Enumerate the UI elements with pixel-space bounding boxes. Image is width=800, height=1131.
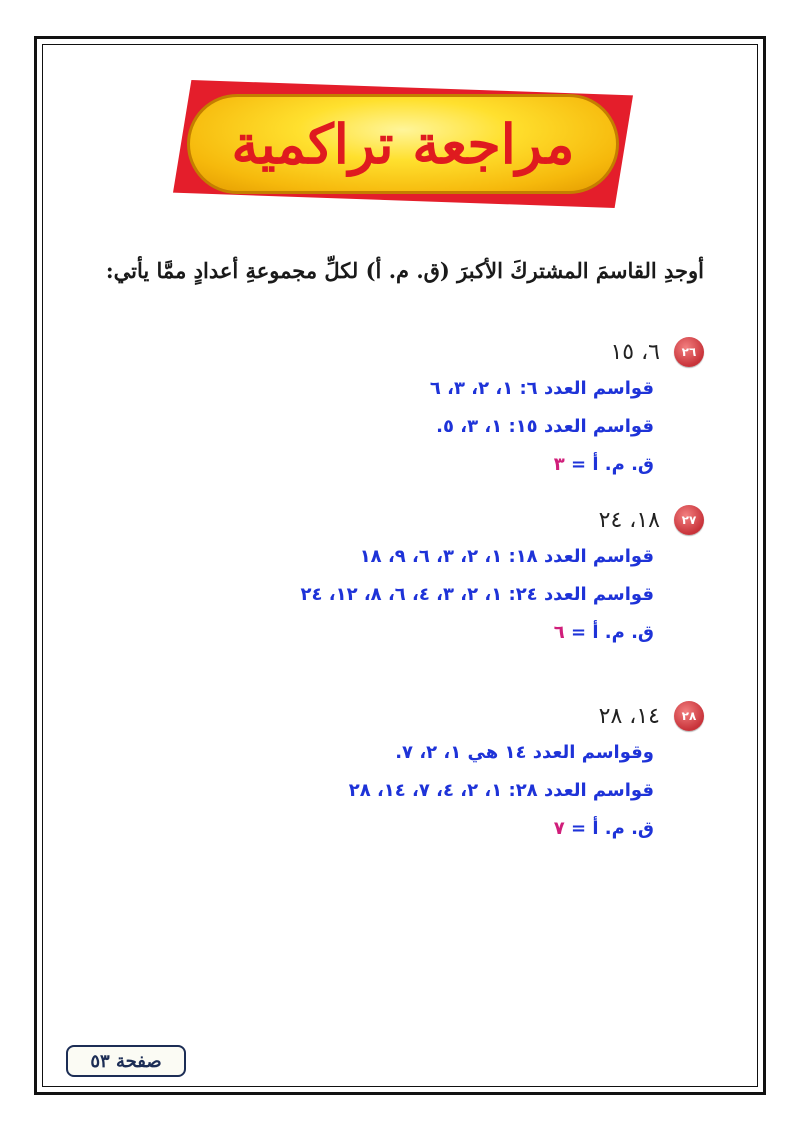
gcf-label: ق. م. أ =	[570, 818, 654, 839]
problem-numbers: ٦، ١٥	[610, 339, 660, 365]
factors-line: قواسم العدد ٦: ١، ٢، ٣، ٦	[429, 378, 654, 399]
factors-line: قواسم العدد ١٨: ١، ٢، ٣، ٦، ٩، ١٨	[359, 546, 654, 567]
gcf-result	[84, 446, 654, 484]
problem-26	[84, 334, 704, 484]
factors-line: قواسم العدد ٢٤: ١، ٢، ٣، ٤، ٦، ٨، ١٢، ٢٤	[300, 584, 654, 605]
problem-27	[84, 502, 704, 652]
factors-line: وقواسم العدد ١٤ هي ١، ٢، ٧.	[395, 742, 654, 763]
problem-number-badge: ٢٦	[674, 337, 704, 367]
gcf-label: ق. م. أ =	[570, 454, 654, 475]
gcf-value: ٦	[553, 622, 565, 643]
problem-numbers: ١٤، ٢٨	[598, 703, 660, 729]
gcf-value: ٣	[553, 454, 565, 475]
factors-line: قواسم العدد ١٥: ١، ٣، ٥.	[436, 416, 654, 437]
factors-line: قواسم العدد ٢٨: ١، ٢، ٤، ٧، ١٤، ٢٨	[348, 780, 654, 801]
gcf-label: ق. م. أ =	[570, 622, 654, 643]
page-number-label: صفحة ٥٣	[66, 1045, 186, 1077]
banner-title: مراجعة تراكمية	[231, 112, 575, 176]
gcf-result	[84, 810, 654, 848]
title-banner	[165, 72, 645, 222]
instruction-text: أوجدِ القاسمَ المشتركَ الأكبرَ (ق. م. أ) لكلِّ مجموعةِ أعدادٍ ممَّا يأتي:	[105, 258, 704, 283]
problem-number-badge: ٢٧	[674, 505, 704, 535]
gcf-value: ٧	[553, 818, 565, 839]
problem-numbers: ١٨، ٢٤	[598, 507, 660, 533]
problem-28	[84, 698, 704, 848]
gcf-result	[84, 614, 654, 652]
problem-number-badge: ٢٨	[674, 701, 704, 731]
